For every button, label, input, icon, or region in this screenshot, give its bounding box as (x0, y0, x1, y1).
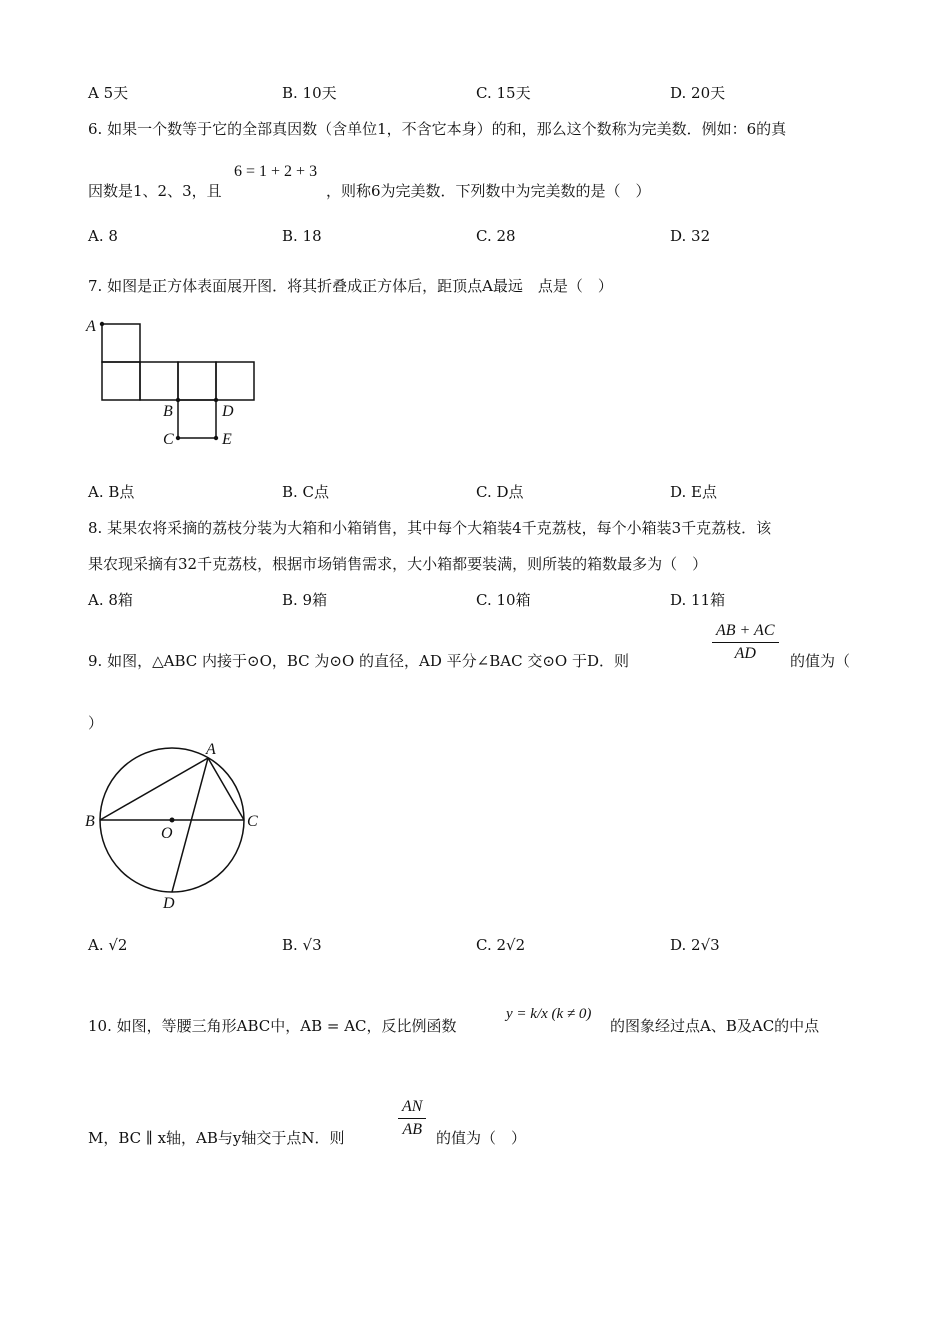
q10-fraction (398, 1098, 426, 1139)
q9-fraction-denominator: AD (734, 645, 756, 662)
q9-option-a: A. √2 (88, 936, 128, 954)
q7-label-a: A (86, 318, 96, 335)
q5-option-d: D. 20天 (670, 84, 726, 102)
q7-point-d (214, 398, 218, 402)
q9-fraction (712, 622, 779, 663)
q10-fraction-numerator: AN (398, 1098, 426, 1119)
q7-option-b: B. C点 (282, 483, 330, 501)
q7-point-b (176, 398, 180, 402)
q7-point-e (214, 436, 218, 440)
q7-stem: 7. 如图是正方体表面展开图．将其折叠成正方体后，距顶点A最远 点是（ ） (88, 277, 613, 295)
q9-label-o: O (161, 825, 173, 842)
q5-option-c: C. 15天 (476, 84, 531, 102)
q6-stem-line1: 6. 如果一个数等于它的全部真因数（含单位1，不含它本身）的和，那么这个数称为完美数．例如：6的真 (88, 120, 787, 138)
q6-option-d: D. 32 (670, 227, 711, 245)
q8-option-a: A. 8箱 (88, 591, 133, 609)
q9-label-c: C (247, 813, 258, 830)
q5-option-b: B. 10天 (282, 84, 337, 102)
q9-option-b: B. √3 (282, 936, 322, 954)
q8-option-c: C. 10箱 (476, 591, 531, 609)
q6-option-c: C. 28 (476, 227, 516, 245)
q6-option-a: A. 8 (88, 227, 118, 245)
q9-circle-figure (80, 738, 270, 913)
q7-cube-net-figure (80, 312, 270, 452)
q7-point-c (176, 436, 180, 440)
q9-label-b: B (85, 813, 95, 830)
q9-fraction-numerator: AB + AC (712, 622, 779, 643)
q7-label-c: C (163, 431, 174, 448)
q7-label-d: D (222, 403, 234, 420)
q5-option-a: A 5天 (88, 84, 129, 102)
q6-stem-line2-post: ，则称6为完美数．下列数中为完美数的是（ ） (326, 182, 651, 200)
q10-function: y = k/x (k ≠ 0) (506, 1006, 592, 1022)
q9-option-c: C. 2√2 (476, 936, 526, 954)
q9-label-d: D (163, 895, 175, 912)
q8-stem-line2: 果农现采摘有32千克荔枝，根据市场销售需求，大小箱都要装满，则所装的箱数最多为（ ） (88, 555, 708, 573)
q6-formula: 6 = 1 + 2 + 3 (234, 163, 318, 180)
q9-stem-pre: 9. 如图，△ABC 内接于⊙O，BC 为⊙O 的直径，AD 平分∠BAC 交⊙O 于D．则 (88, 652, 629, 670)
q9-center-o (170, 818, 175, 823)
q10-fraction-denominator: AB (402, 1121, 422, 1138)
q9-stem-close: ） (88, 714, 104, 732)
q8-option-d: D. 11箱 (670, 591, 726, 609)
q8-stem-line1: 8. 某果农将采摘的荔枝分装为大箱和小箱销售，其中每个大箱装4千克荔枝，每个小箱装3千克荔枝．该 (88, 519, 772, 537)
q10-stem-line1-post: 的图象经过点A、B及AC的中点 (610, 1017, 820, 1035)
q6-option-b: B. 18 (282, 227, 322, 245)
q9-label-a: A (206, 741, 216, 758)
q7-point-a (100, 322, 104, 326)
q7-option-d: D. E点 (670, 483, 717, 501)
q7-label-b: B (163, 403, 173, 420)
q7-label-e: E (222, 431, 232, 448)
q7-option-c: C. D点 (476, 483, 524, 501)
q9-stem-post: 的值为（ (790, 652, 851, 670)
q10-stem-line2-post: 的值为（ ） (436, 1129, 527, 1147)
q9-option-d: D. 2√3 (670, 936, 720, 954)
q8-option-b: B. 9箱 (282, 591, 328, 609)
q10-stem-line2-pre: M，BC ∥ x轴，AB与y轴交于点N．则 (88, 1129, 345, 1147)
q10-stem-line1-pre: 10. 如图，等腰三角形ABC中，AB = AC，反比例函数 (88, 1017, 457, 1035)
q7-option-a: A. B点 (88, 483, 135, 501)
q6-stem-line2-pre: 因数是1、2、3，且 (88, 182, 222, 200)
